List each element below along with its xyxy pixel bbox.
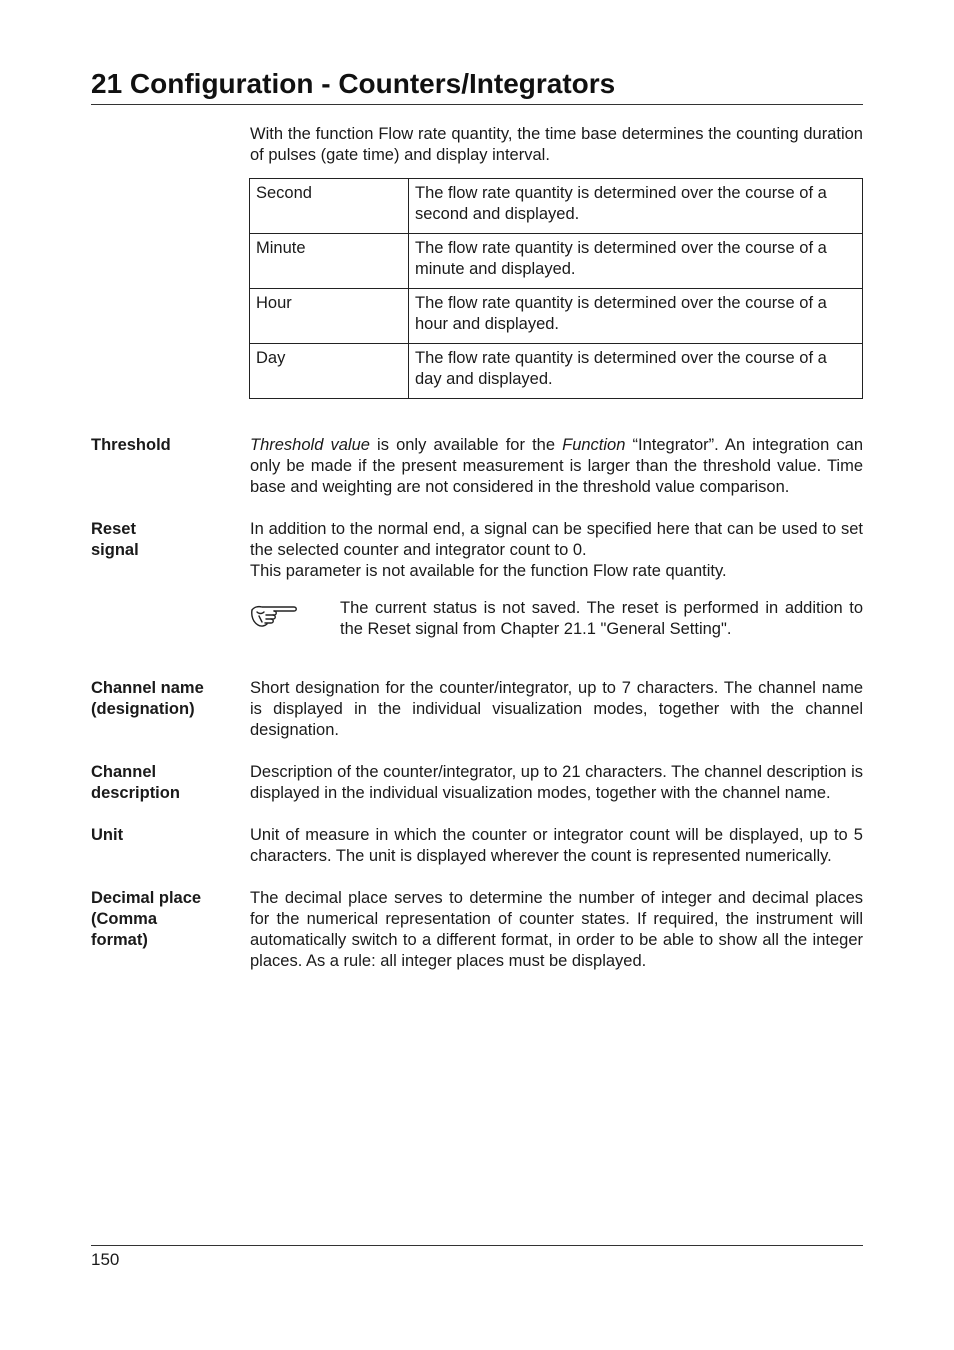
note-text: The current status is not saved. The reset is performed in addition to the Reset signal from Chapter 21.1 "General Setting". [340, 599, 863, 638]
decimal-place-section [91, 888, 863, 972]
intro-paragraph: With the function Flow rate quantity, the time base determines the counting duration of pulses (gate time) and display interval. [250, 125, 863, 164]
table-row [250, 234, 863, 289]
channel-name-label-line1: Channel name [91, 679, 204, 697]
note-box [250, 598, 863, 640]
channel-name-label [91, 678, 250, 741]
pointing-hand-icon [250, 598, 340, 640]
title-rule [91, 104, 863, 105]
unit-section [91, 825, 863, 867]
page-title: 21 Configuration - Counters/Integrators [91, 68, 616, 99]
table-key: Day [250, 344, 409, 399]
reset-paragraph-1: In addition to the normal end, a signal can be specified here that can be used to set the selected counter and integrator count to 0. [250, 520, 863, 559]
threshold-label [91, 435, 250, 498]
reset-signal-text [250, 519, 863, 640]
threshold-text-part1: is only available for the [369, 436, 563, 454]
table-key: Second [250, 179, 409, 234]
channel-description-text: Description of the counter/integrator, up to 21 characters. The channel description is displayed in the individual visualization modes, together with the channel name. [250, 763, 863, 802]
decimal-place-text: The decimal place serves to determine the number of integer and decimal places for the numerical representation of counter states. If required, the instrument will automatically switch to a different format, in order to be able to show all the integer places. As a rule: all integer places must be displayed. [250, 889, 863, 970]
unit-text: Unit of measure in which the counter or integrator count will be displayed, up to 5 characters. The unit is displayed wherever the count is represented numerically. [250, 826, 863, 865]
threshold-section [91, 435, 863, 498]
unit-label-text: Unit [91, 826, 124, 844]
page-number: 150 [91, 1250, 120, 1269]
reset-label-line2: signal [91, 541, 139, 559]
table-value: The flow rate quantity is determined over the course of a second and displayed. [409, 179, 863, 234]
reset-signal-section [91, 519, 863, 640]
table-row [250, 344, 863, 399]
footer-rule [91, 1245, 863, 1246]
content [91, 124, 863, 993]
table-value: The flow rate quantity is determined over the course of a minute and displayed. [409, 234, 863, 289]
reset-signal-label [91, 519, 250, 640]
channel-description-label-line1: Channel [91, 763, 157, 781]
reset-paragraph-2: This parameter is not available for the function Flow rate quantity. [250, 562, 727, 580]
channel-description-section [91, 762, 863, 804]
decimal-place-label-line3: format) [91, 931, 148, 949]
table-key: Hour [250, 289, 409, 344]
decimal-place-label [91, 888, 250, 972]
decimal-place-label-line1: Decimal place [91, 889, 202, 907]
channel-name-text: Short designation for the counter/integrator, up to 7 characters. The channel name is displayed in the individual visualization modes, together with the channel designation. [250, 679, 863, 739]
channel-name-label-line2: (designation) [91, 700, 195, 718]
table-row [250, 179, 863, 234]
unit-label [91, 825, 250, 867]
threshold-value-term: Threshold value [250, 436, 370, 454]
table-value: The flow rate quantity is determined over the course of a day and displayed. [409, 344, 863, 399]
channel-description-label [91, 762, 250, 804]
table-key: Minute [250, 234, 409, 289]
time-base-table [249, 178, 863, 399]
function-term: Function [562, 436, 626, 454]
table-row [250, 289, 863, 344]
channel-description-label-line2: description [91, 784, 180, 802]
threshold-text-part2: “Integrator”. An integration can only be made if the present measurement is larger than the threshold value. Time base and weighting are not considered in the threshold value comparison. [250, 436, 863, 496]
channel-name-section [91, 678, 863, 741]
reset-label-line1: Reset [91, 520, 136, 538]
threshold-label-text: Threshold [91, 436, 171, 454]
table-value: The flow rate quantity is determined over the course of a hour and displayed. [409, 289, 863, 344]
threshold-text [250, 435, 863, 498]
decimal-place-label-line2: (Comma [91, 910, 158, 928]
